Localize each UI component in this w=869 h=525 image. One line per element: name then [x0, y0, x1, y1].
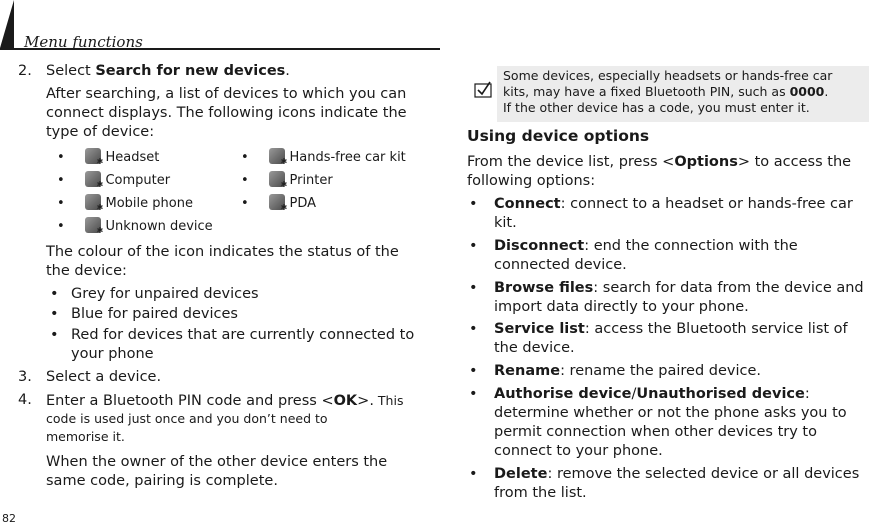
step-2-number: 2. [18, 63, 32, 79]
option-browse-files-cont: import data directly to your phone. [494, 299, 749, 315]
status-blue: Blue for paired devices [71, 306, 238, 322]
step-4-number: 4. [18, 392, 32, 408]
step-3: Select a device. [46, 369, 162, 385]
page-number: 82 [2, 512, 16, 525]
device-item-printer: • ✱ Printer [241, 171, 333, 188]
option-bullet: • [469, 280, 478, 296]
colour-note-line-1: The colour of the icon indicates the status of the [46, 244, 399, 260]
device-item-computer: • ✱ Computer [57, 171, 170, 188]
step-3-number: 3. [18, 369, 32, 385]
pairing-line-2: same code, pairing is complete. [46, 473, 278, 489]
option-authorise: Authorise device/Unauthorised device: [494, 386, 810, 402]
option-service-list-cont: the device. [494, 340, 575, 356]
step-2: Select Search for new devices. [46, 63, 290, 79]
step-4-note-line-3: memorise it. [46, 429, 125, 444]
step-2-desc-line-2: connect displays. The following icons indicate the [46, 105, 407, 121]
computer-icon [85, 171, 101, 187]
option-browse-files: Browse files: search for data from the device and [494, 280, 864, 296]
device-item-headset: • ✱ Headset [57, 148, 159, 165]
pda-icon [269, 194, 285, 210]
step-4: Enter a Bluetooth PIN code and press <OK>. This [46, 393, 404, 409]
option-bullet: • [469, 321, 478, 337]
note-line-2: kits, may have a fixed Bluetooth PIN, such as 0000. [503, 84, 829, 99]
step-4-note-line-2: code is used just once and you don’t need to [46, 411, 328, 426]
option-bullet: • [469, 196, 478, 212]
header-accent [0, 0, 14, 48]
option-connect: Connect: connect to a headset or hands-free car [494, 196, 853, 212]
option-connect-cont: kit. [494, 215, 517, 231]
note-check-icon [474, 80, 492, 98]
intro-line-1: From the device list, press <Options> to access the [467, 154, 852, 170]
option-disconnect: Disconnect: end the connection with the [494, 238, 798, 254]
option-bullet: • [469, 466, 478, 482]
device-item-unknown: • ✱ Unknown device [57, 217, 213, 234]
status-bullet-3: • [50, 327, 59, 343]
option-authorise-line-4: connect to your phone. [494, 443, 663, 459]
status-bullet-2: • [50, 306, 59, 322]
page-header-title: Menu functions [24, 33, 143, 51]
option-rename: Rename: rename the paired device. [494, 363, 761, 379]
option-service-list: Service list: access the Bluetooth service list of [494, 321, 848, 337]
pairing-line-1: When the owner of the other device enters the [46, 454, 388, 470]
note-line-3: If the other device has a code, you must enter it. [503, 100, 810, 115]
status-grey: Grey for unpaired devices [71, 286, 259, 302]
device-item-car-kit: • ✱ Hands-free car kit [241, 148, 406, 165]
status-red-cont: your phone [71, 346, 154, 362]
step-2-desc-line-1: After searching, a list of devices to which you can [46, 86, 407, 102]
printer-icon [269, 171, 285, 187]
status-red: Red for devices that are currently connected to [71, 327, 415, 343]
unknown-device-icon [85, 217, 101, 233]
car-kit-icon [269, 148, 285, 164]
option-authorise-line-3: permit connection when other devices try to [494, 424, 817, 440]
option-bullet: • [469, 386, 478, 402]
step-2-desc-line-3: type of device: [46, 124, 155, 140]
headset-icon [85, 148, 101, 164]
option-bullet: • [469, 363, 478, 379]
intro-line-2: following options: [467, 173, 596, 189]
device-item-mobile-phone: • ✱ Mobile phone [57, 194, 193, 211]
option-bullet: • [469, 238, 478, 254]
option-disconnect-cont: connected device. [494, 257, 627, 273]
section-title: Using device options [467, 127, 650, 145]
note-line-1: Some devices, especially headsets or hands-free car [503, 68, 833, 83]
device-item-pda: • ✱ PDA [241, 194, 316, 211]
option-delete-cont: from the list. [494, 485, 587, 501]
mobile-phone-icon [85, 194, 101, 210]
status-bullet-1: • [50, 286, 59, 302]
option-delete: Delete: remove the selected device or all devices [494, 466, 860, 482]
colour-note-line-2: the device: [46, 263, 127, 279]
option-authorise-line-2: determine whether or not the phone asks you to [494, 405, 847, 421]
